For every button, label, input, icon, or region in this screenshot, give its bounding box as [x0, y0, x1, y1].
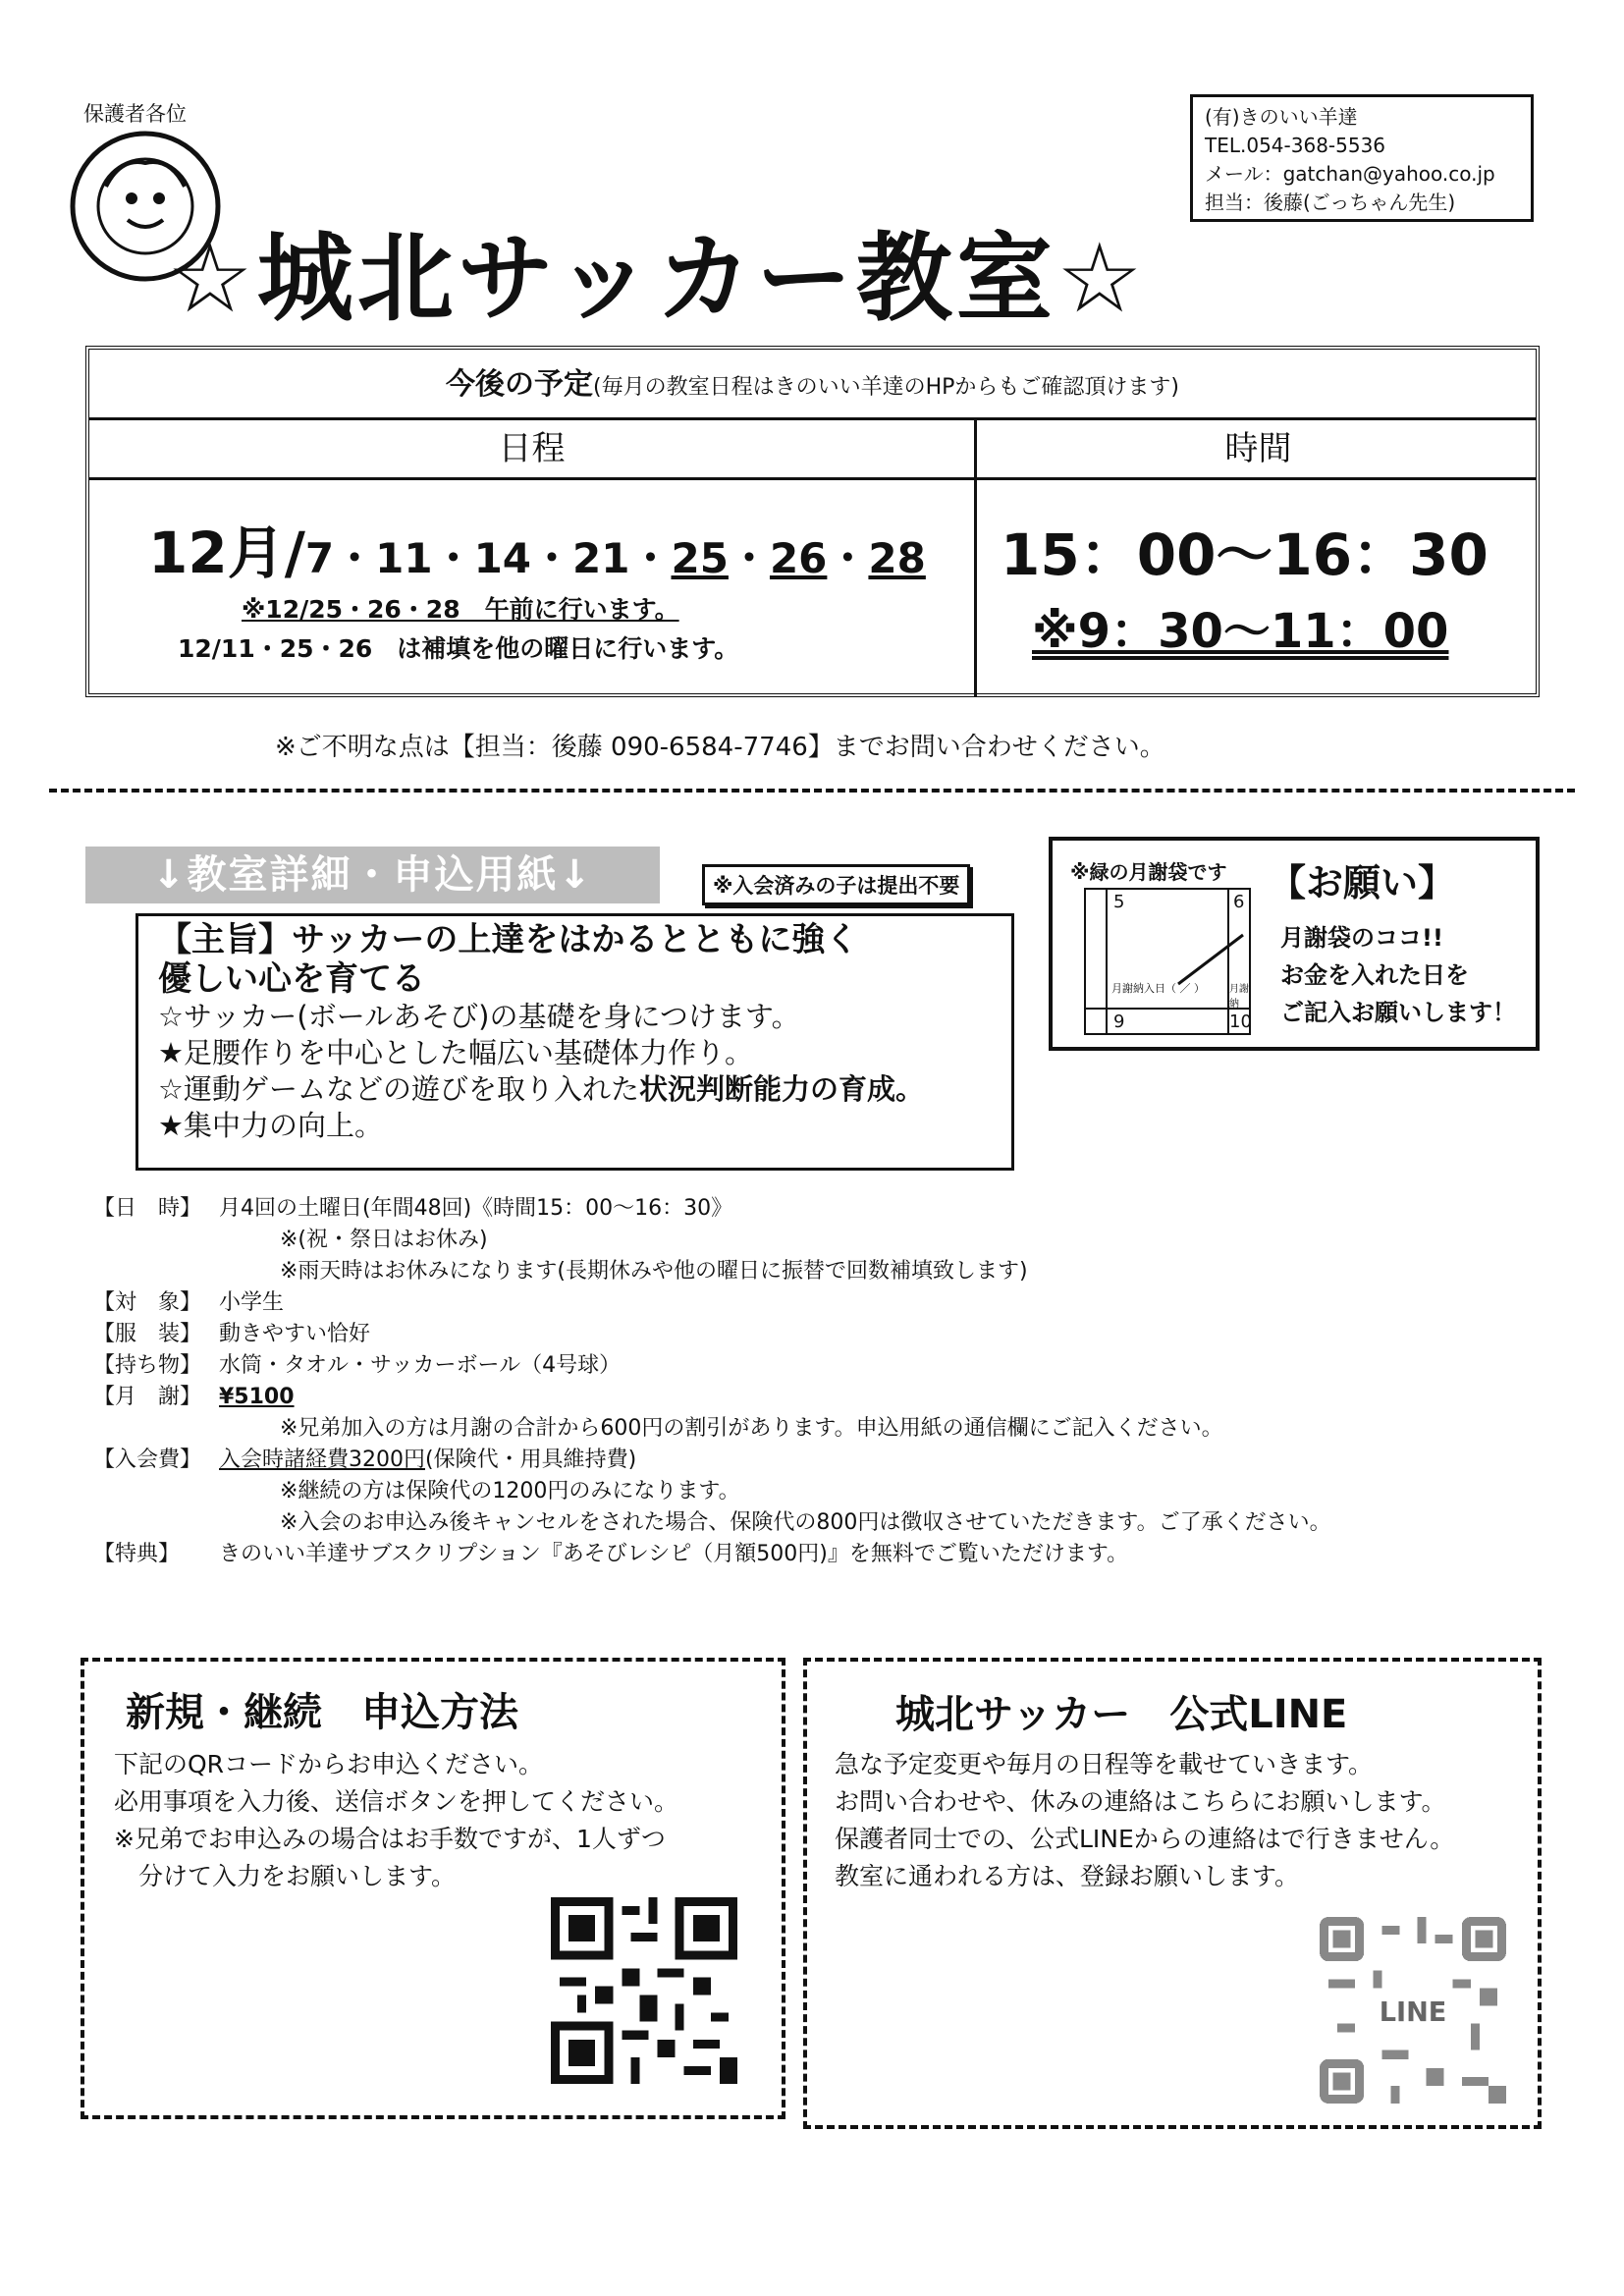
cut-line — [49, 789, 1575, 793]
purpose-item-4: ★集中力の向上。 — [158, 1109, 383, 1142]
apply-line-4: 分けて入力をお願いします。 — [114, 1862, 457, 1890]
contact-box — [1190, 94, 1534, 222]
purpose-line-1: 【主旨】サッカーの上達をはかるとともに強く — [158, 920, 859, 959]
line-line-2: お問い合わせや、休みの連絡はこちらにお願いします。 — [835, 1787, 1446, 1816]
addressee: 保護者各位 — [83, 102, 187, 126]
entry-value-2: (保険代・用具維持費) — [425, 1448, 637, 1472]
row-divider — [89, 477, 1536, 480]
contact-person: 担当：後藤(ごっちゃん先生) — [1205, 191, 1456, 214]
dates-plain: 7・11・14・21・ — [304, 534, 672, 582]
schedule-header — [89, 350, 1536, 420]
request-line-1: 月謝袋のココ!! — [1280, 924, 1443, 952]
contact-tel: TEL.054-368-5536 — [1205, 134, 1386, 157]
perk-value: きのいい羊達サブスクリプション『あそびレシピ（月額500円)』を無料でご覧いただけます。 — [219, 1542, 1129, 1566]
date-note-1: ※(祝・祭日はお休み) — [280, 1228, 488, 1252]
target-label: 【対 象】 — [93, 1290, 202, 1315]
apply-box — [81, 1658, 785, 2119]
purpose-item-1: ☆サッカー(ボールあそび)の基礎を身につけます。 — [158, 1000, 800, 1033]
morning-note: ※12/25・26・28 午前に行います。 — [242, 595, 679, 624]
purpose-line-2: 優しい心を育てる — [158, 959, 425, 999]
entry-value: 入会時諸経費3200円 — [219, 1448, 425, 1472]
date-25: 25 — [671, 534, 729, 582]
date-sep-2: ・ — [827, 534, 869, 582]
fee-envelope-illustration — [1084, 888, 1251, 1035]
request-body — [1280, 919, 1516, 1031]
items-value: 水筒・タオル・サッカーボール（4号球） — [219, 1353, 622, 1378]
perk-label: 【特典】 — [93, 1542, 181, 1566]
line-qr-code[interactable] — [1320, 1917, 1506, 2104]
apply-body — [114, 1746, 678, 1895]
bag-number-10: 10 — [1229, 1011, 1252, 1032]
line-title: 城北サッカー 公式LINE — [895, 1692, 1348, 1737]
time-main: 15：00～16：30 — [1001, 521, 1489, 588]
entry-note-1: ※継続の方は保険代の1200円のみになります。 — [280, 1479, 740, 1503]
purpose-box — [135, 913, 1014, 1171]
apply-line-2: 必用事項を入力後、送信ボタンを押してください。 — [114, 1787, 679, 1816]
apply-qr-code[interactable] — [551, 1897, 737, 2084]
date-note-2: ※雨天時はお休みになります(長期休みや他の曜日に振替で回数補填致します) — [280, 1259, 1028, 1284]
fee-note: ※兄弟加入の方は月謝の合計から600円の割引があります。申込用紙の通信欄にご記入ください。 — [280, 1416, 1223, 1441]
schedule-header-note: (毎月の教室日程はきのいい羊達のHPからもご確認頂けます) — [593, 375, 1179, 400]
line-line-1: 急な予定変更や毎月の日程等を載せていきます。 — [835, 1750, 1374, 1778]
line-box — [803, 1658, 1542, 2129]
clothes-value: 動きやすい恰好 — [219, 1322, 371, 1346]
arrow-icon — [1174, 929, 1253, 988]
fee-label: 【月 謝】 — [93, 1385, 202, 1409]
request-line-3: ご記入お願いします！ — [1280, 999, 1516, 1026]
col-divider — [974, 420, 977, 697]
contact-mail: メール：gatchan@yahoo.co.jp — [1205, 162, 1495, 186]
date-sep-1: ・ — [728, 534, 770, 582]
not-required-note: ※入会済みの子は提出不要 — [702, 864, 970, 905]
target-value: 小学生 — [219, 1290, 285, 1315]
line-line-4: 教室に通われる方は、登録お願いします。 — [835, 1862, 1300, 1890]
date-28: 28 — [868, 534, 926, 582]
contact-company: (有)きのいい羊達 — [1205, 105, 1358, 129]
schedule-month: 12月/ — [148, 519, 305, 586]
info-list — [93, 1193, 1331, 1570]
col-time-header: 時間 — [1224, 429, 1292, 468]
line-qr-label: LINE — [1379, 1996, 1447, 2028]
apply-title: 新規・継続 申込方法 — [126, 1690, 518, 1735]
bag-number-9: 9 — [1113, 1011, 1125, 1032]
entry-note-2: ※入会のお申込み後キャンセルをされた場合、保険代の800円は徴収させていただきます。ご了承ください。 — [280, 1510, 1331, 1535]
inquiry-note: ※ご不明な点は【担当：後藤 090-6584-7746】までお問い合わせください。 — [275, 733, 1165, 762]
schedule-table — [85, 346, 1540, 697]
date-26: 26 — [769, 534, 828, 582]
request-box — [1049, 837, 1540, 1051]
date-value: 月4回の土曜日(年間48回)《時間15：00～16：30》 — [219, 1196, 733, 1221]
page-title: ☆城北サッカー教室☆ — [167, 223, 1147, 335]
entry-label: 【入会費】 — [93, 1448, 202, 1472]
purpose-item-3 — [158, 1071, 1011, 1108]
line-body — [835, 1746, 1454, 1895]
purpose-item-3a: ☆運動ゲームなどの遊びを取り入れた — [158, 1072, 639, 1106]
purpose-item-2: ★足腰作りを中心とした幅広い基礎体力作り。 — [158, 1036, 753, 1069]
time-morning: ※9：30～11：00 — [1032, 604, 1449, 659]
date-label: 【日 時】 — [93, 1196, 202, 1221]
bag-number-6: 6 — [1233, 892, 1245, 912]
bag-date-field: 月謝納入日（ ／ ） — [1111, 982, 1205, 995]
items-label: 【持ち物】 — [93, 1353, 202, 1378]
bag-label: ※緑の月謝袋です — [1070, 860, 1227, 884]
line-line-3: 保護者同士での、公式LINEからの連絡はで行きません。 — [835, 1825, 1455, 1853]
makeup-note: 12/11・25・26 は補填を他の曜日に行います。 — [178, 634, 739, 663]
fee-value: ¥5100 — [219, 1385, 295, 1409]
col-date-header: 日程 — [498, 429, 566, 468]
clothes-label: 【服 装】 — [93, 1322, 202, 1346]
bag-date-field-2: 月謝納 — [1229, 984, 1249, 1010]
purpose-item-3b: 状況判断能力の育成。 — [639, 1072, 925, 1106]
bag-number-5: 5 — [1113, 892, 1125, 912]
schedule-dates — [148, 507, 926, 589]
apply-line-1: 下記のQRコードからお申込ください。 — [114, 1750, 544, 1778]
request-line-2: お金を入れた日を — [1280, 961, 1469, 989]
schedule-header-title: 今後の予定 — [446, 367, 593, 402]
apply-line-3: ※兄弟でお申込みの場合はお手数ですが、1人ずつ — [114, 1825, 666, 1853]
details-banner: ↓教室詳細・申込用紙↓ — [85, 847, 660, 903]
request-title: 【お願い】 — [1269, 861, 1456, 904]
